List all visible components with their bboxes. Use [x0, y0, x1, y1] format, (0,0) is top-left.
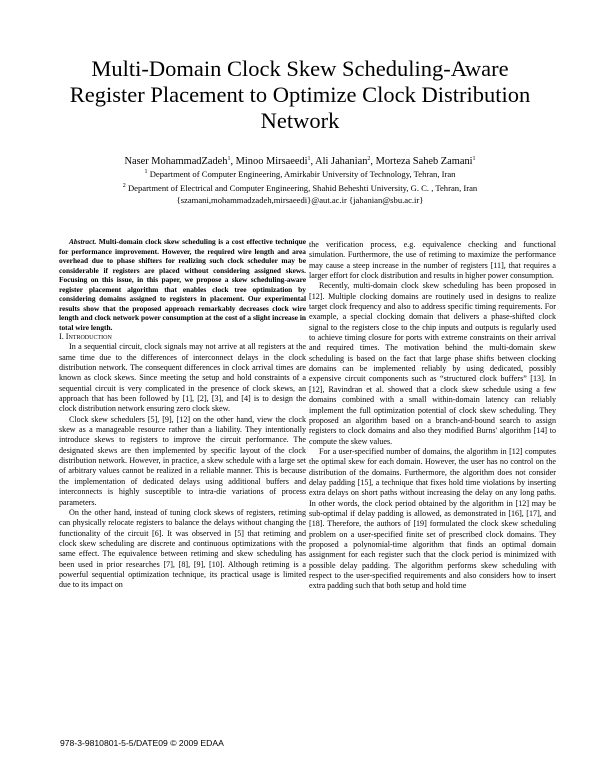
abstract-text: Multi-domain clock skew scheduling is a cost effective technique for performance improvement. However, the required wire length and area overhead due to phase shifters for realizing such clock scheduler may be considerable if registers are placed without considering assigned skews. Focusing on this issue, in this paper, we propose a skew scheduling-aware register placement algorithm that enables clock tree optimization by considering domains assigned to registers in placement. Our experimental results show that the proposed approach remarkably decreases clock wire length and clock network power consumption at the cost of a slight increase in total wire length.	[59, 237, 306, 332]
author-4: Morteza Saheb Zamani	[375, 156, 473, 167]
author-1-affil: 1	[227, 156, 231, 162]
paper-title	[40, 56, 560, 134]
affiliation-1	[40, 169, 560, 180]
title-line-2: Register Placement to Optimize Clock Distribution	[69, 82, 531, 107]
affiliation-1-mark: 1	[144, 169, 148, 175]
title-line-3: Network	[260, 108, 340, 133]
copyright-footer: 978-3-9810801-5-5/DATE09 © 2009 EDAA	[60, 738, 224, 748]
left-column	[59, 237, 306, 591]
author-1: Naser MohammadZadeh	[124, 156, 228, 167]
author-emails: {szamani,mohammadzadeh,mirsaeedi}@aut.ac.ir {jahanian@sbu.ac.ir}	[176, 195, 424, 205]
affiliation-1-text: Department of Computer Engineering, Amirkabir University of Technology, Tehran, Iran	[149, 169, 456, 179]
intro-paragraph-6: For a user-specified number of domains, the algorithm in [12] computes the optimal skew for each domain. However, the user has no control on the distribution of the domains. Furthermore, the algorithm does not consider delay padding [15], a technique that fixes hold time violations by inserting extra delays on short paths without increasing the delay on any long paths. In other words, the clock period obtained by the algorithm in [12] may be sub-optimal if delay padding is allowed, as demonstrated in [16], [17], and [18]. Therefore, the authors of [19] formulated the clock skew scheduling problem on a user-specified finite set of prescribed clock domains. They proposed a polynomial-time algorithm that finds an optimal domain assignment for each register such that the clock period is minimized with possible delay padding. The algorithm performs skew scheduling with respect to the user-specified requirements and also considers how to insert extra padding such that both setup and hold time	[309, 446, 556, 591]
affiliation-2-text: Department of Electrical and Computer Engineering, Shahid Beheshti University, G. C. , Tehran, Iran	[127, 183, 478, 193]
section-title: Introduction	[65, 332, 112, 341]
author-3-affil: 2	[367, 156, 371, 162]
section-number: I.	[59, 332, 64, 341]
affiliation-2	[40, 183, 560, 194]
title-line-1: Multi-Domain Clock Skew Scheduling-Aware	[91, 56, 509, 81]
abstract-label: Abstract.	[69, 237, 97, 246]
author-3: Ali Jahanian	[315, 156, 368, 167]
author-2: Minoo Mirsaeedi	[235, 156, 308, 167]
intro-paragraph-1: In a sequential circuit, clock signals may not arrive at all registers at the same time due to the differences of interconnect delays in the clock distribution network. The consequent differences in clock arrival times are known as clock skews. Since meeting the setup and hold constraints of a sequential circuit is very complicated in the presence of clock skews, an approach that has been followed by [1], [2], [3], and [4] is to design the clock distribution network ensuring zero clock skew.	[59, 342, 306, 414]
section-heading-introduction	[59, 332, 306, 342]
intro-paragraph-3: On the other hand, instead of tuning clock skews of registers, retiming can physically relocate registers to balance the delays without changing the functionality of the circuit [6]. It was observed in [5] that retiming and clock skew scheduling are discrete and continuous optimizations with the same effect. The equivalence between retiming and skew scheduling has been used in prior researches [7], [8], [9], [10]. Although retiming is a powerful sequential optimization technique, its practical usage is limited due to its impact on	[59, 507, 306, 590]
intro-paragraph-2: Clock skew schedulers [5], [9], [12] on the other hand, view the clock skew as a manageable resource rather than a liability. They intentionally introduce skews to registers to improve the circuit performance. The designated skews are then implemented by specific layout of the clock distribution network. However, in practice, a skew schedule with a large set of arbitrary values cannot be realized in a reliable manner. This is because the implementation of dedicated delays using additional buffers and interconnects is highly susceptible to intra-die variations of process parameters.	[59, 414, 306, 507]
affiliation-2-mark: 2	[122, 183, 126, 189]
intro-paragraph-4: the verification process, e.g. equivalence checking and functional simulation. Furthermore, the use of retiming to maximize the performance may cause a steep increase in the number of registers [11], that requires a larger effort for clock distribution and results in higher power consumption.	[309, 240, 556, 281]
abstract	[59, 237, 306, 332]
author-list: Naser MohammadZadeh$^1$, Minoo Mirsaeedi$^1$, Ali Jahanian$^2$, Morteza Saheb Zamani$^1$	[124, 156, 476, 167]
author-2-affil: 1	[307, 156, 311, 162]
right-column	[309, 240, 556, 592]
author-4-affil: 1	[472, 156, 476, 162]
intro-paragraph-5: Recently, multi-domain clock skew scheduling has been proposed in [12]. Multiple clocking domains are routinely used in designs to realize target clock frequency and also to address specific timing requirements. For example, a special clocking domain that delivers a phase-shifted clock signal to the registers close to the chip inputs and outputs is regularly used to achieve timing closure for ports with extreme constraints on their arrival and required times. The motivation behind the multi-domain skew scheduling is based on the fact that large phase shifts between clocking domains can be implemented reliably by using dedicated, possibly expensive circuit components such as “structured clock buffers” [13]. In [12], Ravindran et al. showed that a clock skew schedule using a few domains combined with a small within-domain latency can reliably implement the full optimization potential of clock skew scheduling. They proposed an algorithm based on a branch-and-bound search to assign registers to clock domains and also they modified Burns' algorithm [14] to compute the skew values.	[309, 281, 556, 446]
